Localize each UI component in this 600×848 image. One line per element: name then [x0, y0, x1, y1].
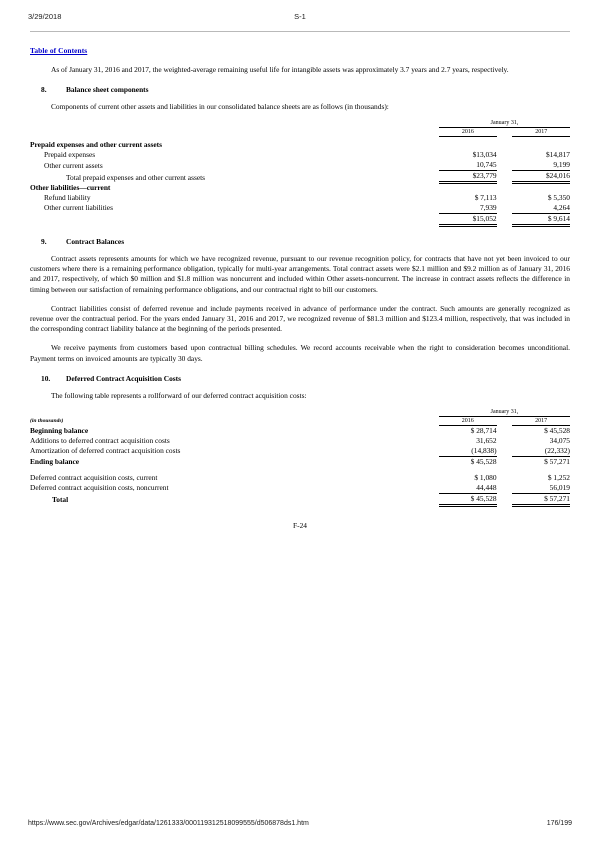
table-row [30, 160, 570, 171]
t10-r6-v1: $ 57,271 [512, 493, 570, 505]
t8-r3-v0: $23,779 [439, 171, 497, 183]
t10-r2-v1: (22,332) [512, 446, 570, 457]
table-row [30, 446, 570, 457]
t8-r7-label [30, 213, 423, 225]
source-url: https://www.sec.gov/Archives/edgar/data/1261333/000119312518099555/d506878ds1.htm [28, 820, 309, 827]
t10-r4-v0: $ 1,080 [474, 472, 497, 482]
t10-r6-v0: $ 45,528 [439, 493, 497, 505]
t10-r1-label: Additions to deferred contract acquisition costs [30, 435, 170, 445]
note-9-paragraph-1: Contract assets represents amounts for which we have recognized revenue, pursuant to our revenue recognition policy, for contracts that have not yet been invoiced to our customers where there is a remaining performance obligation, typically for multi-year arrangements. Total contract assets were $2.1 million and $9.2 million as of January 31, 2016 and 2017, respectively, of which $0 million and $1.8 million was noncurrent and included within Other assets-noncurrent. The increase in contract assets reflects the difference in timing between our satisfaction of remaining performance obligations, and our contractual right to bill our customers. [30, 253, 570, 294]
note-9-heading [30, 237, 570, 247]
note-9-paragraph-2: Contract liabilities consist of deferred revenue and include payments received in advance of performance under the contract. Such amounts are generally recognized as revenue over the contractual period. For the years ended January 31, 2016 and 2017, we recognized revenue of $81.3 million and $123.4 million, respectively, that was included in the corresponding contract liability balance at the beginning of the periods presented. [30, 303, 570, 334]
t8-year-2016: 2016 [439, 128, 497, 137]
note-10-lead-in: The following table represents a rollforward of our deferred contract acquisition costs: [51, 390, 307, 400]
table-header-group-row [30, 408, 570, 417]
page-marker: F-24 [293, 520, 307, 530]
t10-r2-v0: (14,838) [439, 446, 497, 457]
table-row [30, 473, 570, 483]
table-header-year-row [30, 128, 570, 137]
t8-r2-label: Other current assets [44, 160, 103, 170]
t10-r1-v0: 31,652 [476, 435, 497, 445]
t8-r4-v0 [439, 183, 497, 193]
print-date: 3/29/2018 [28, 12, 62, 21]
t10-r3-v0: $ 45,528 [470, 456, 497, 466]
note-9-number: 9. [41, 236, 47, 246]
t8-r4-v1 [512, 183, 570, 193]
t8-r4-label: Other liabilities—current [30, 182, 111, 192]
table-row [30, 140, 570, 150]
t10-r5-v1: 56,019 [512, 483, 570, 494]
t10-r0-v0: $ 28,714 [470, 425, 497, 435]
t8-r6-v1: 4,264 [512, 203, 570, 214]
t10-r1-v1: 34,075 [549, 435, 570, 445]
t10-r0-label: Beginning balance [30, 425, 89, 435]
t10-r5-v0: 44,448 [439, 483, 497, 494]
note-8-heading [30, 85, 570, 95]
t10-r4-label: Deferred contract acquisition costs, current [30, 472, 158, 482]
t8-r5-v0: $ 7,113 [474, 192, 497, 202]
t10-units-label: (in thousands) [30, 418, 64, 425]
t8-r6-v0: 7,939 [439, 203, 497, 214]
table-row [30, 483, 570, 494]
deferred-contract-acquisition-costs-table [30, 408, 570, 507]
note-9-title: Contract Balances [66, 236, 125, 246]
table-row [30, 493, 570, 505]
t8-group-header: January 31, [439, 119, 570, 128]
table-row [30, 456, 570, 467]
table-header-group-row [30, 119, 570, 128]
t8-r1-v0: $13,034 [472, 150, 497, 160]
t8-r5-v1: $ 5,350 [547, 192, 570, 202]
t8-r1-v1: $14,817 [545, 150, 570, 160]
note-8-number: 8. [41, 85, 47, 95]
table-row [30, 425, 570, 436]
header-divider [30, 31, 570, 32]
t8-r3-v1: $24,016 [512, 171, 570, 183]
t8-r0-label: Prepaid expenses and other current assets [30, 140, 163, 150]
document-page [0, 40, 600, 530]
note-10-number: 10. [41, 373, 51, 383]
table-of-contents-link[interactable]: Table of Contents [30, 46, 88, 55]
note-10-title: Deferred Contract Acquisition Costs [66, 373, 182, 383]
intangible-assets-paragraph: As of January 31, 2016 and 2017, the weighted-average remaining useful life for intangible assets was approximately 3.7 years and 2.7 years, respectively. [51, 65, 509, 74]
t10-r0-v1: $ 45,528 [544, 425, 570, 435]
t10-year-2016: 2016 [439, 416, 497, 425]
balance-sheet-components-table [30, 119, 570, 227]
t8-r7-v0: $15,052 [439, 213, 497, 225]
page-content [30, 40, 570, 530]
table-row [30, 171, 570, 183]
table-row [30, 193, 570, 203]
t8-r1-label: Prepaid expenses [44, 150, 96, 160]
note-8-title: Balance sheet components [66, 85, 149, 95]
page-indicator: 176/199 [546, 820, 572, 827]
browser-print-footer [0, 820, 600, 834]
t8-r2-v0: 10,745 [439, 160, 497, 171]
t10-r5-label: Deferred contract acquisition costs, noncurrent [30, 483, 169, 493]
t10-r2-label: Amortization of deferred contract acquisition costs [30, 446, 181, 456]
table-row [30, 203, 570, 214]
t10-r4-v1: $ 1,252 [547, 472, 570, 482]
table-row [30, 150, 570, 160]
t8-r6-label: Other current liabilities [44, 203, 113, 213]
table-row [30, 213, 570, 225]
table-header-year-row [30, 416, 570, 425]
note-10-heading [30, 374, 570, 384]
note-8-lead-in: Components of current other assets and liabilities in our consolidated balance sheets are as follows (in thousands): [51, 102, 389, 112]
document-title: S-1 [294, 12, 306, 21]
t10-r3-v1: $ 57,271 [544, 456, 570, 466]
t10-year-2017: 2017 [512, 416, 570, 425]
t8-r7-v1: $ 9,614 [512, 213, 570, 225]
t8-r2-v1: 9,199 [512, 160, 570, 171]
t10-r6-label: Total [52, 495, 69, 505]
t8-r5-label: Refund liability [44, 192, 91, 202]
t8-r3-label: Total prepaid expenses and other current assets [66, 172, 206, 182]
note-9-paragraph-3: We receive payments from customers based upon contractual billing schedules. We record accounts receivable when the right to consideration becomes unconditional. Payment terms on invoiced amounts are typically 30 days. [30, 343, 570, 363]
table-row [30, 183, 570, 193]
table-row [30, 436, 570, 446]
browser-print-header [0, 12, 600, 28]
t10-r3-label: Ending balance [30, 456, 80, 466]
t8-year-2017: 2017 [512, 128, 570, 137]
t8-r0-v1 [512, 140, 570, 150]
t10-group-header: January 31, [439, 408, 570, 417]
t8-r0-v0 [439, 140, 497, 150]
